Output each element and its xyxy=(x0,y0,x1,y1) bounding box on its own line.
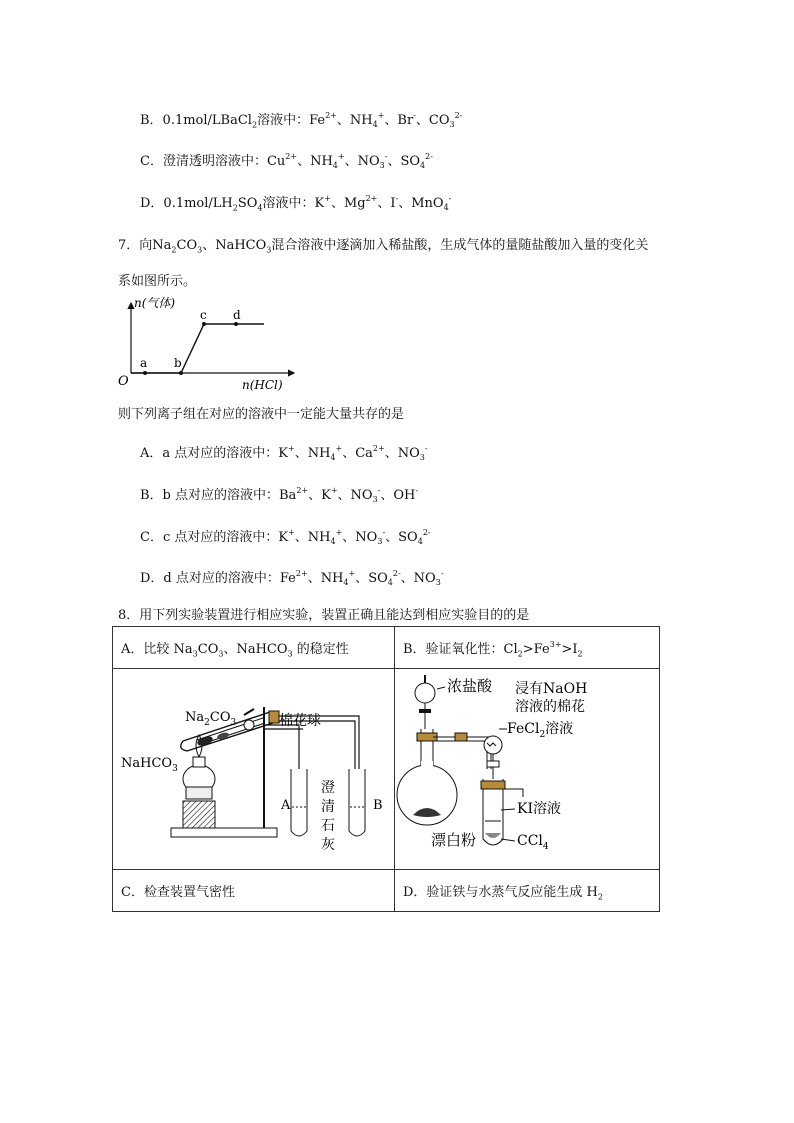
q7-stem: 7．向$Na_2CO_3$、NaHCO$_3$混合溶液中逐滴加入稀盐酸，生成气体的量随盐酸加入量的变化关 xyxy=(118,238,649,255)
point-d xyxy=(234,322,238,326)
q6-option-b: B．0.1mol/LBaCl$_2$溶液中：$Fe^{2+}$、$NH_4^+$、Br-、$CO_3^{2-}$ xyxy=(140,111,463,130)
q7-option-c: C．c 点对应的溶液中：K+、$NH_4^+$、$NO_3^-$、$SO_4^{2-}$ xyxy=(140,528,431,546)
graph-xlabel: n(HCl) xyxy=(242,378,283,392)
label-a: a xyxy=(140,356,148,370)
label-ccl4: CCl$_4$ xyxy=(517,833,549,852)
label-tube-b: B xyxy=(373,798,383,813)
label-c: c xyxy=(200,308,207,322)
cell-c-title: C．检查装置气密性 xyxy=(113,870,395,912)
label-lime-2: 清 xyxy=(321,799,335,815)
q8-table xyxy=(112,626,660,912)
cell-d-title: D．验证铁与水蒸气反应能生成 $H_2$ xyxy=(395,870,660,912)
graph-origin: O xyxy=(118,374,129,389)
label-lime-3: 石 xyxy=(321,818,335,834)
q7-gas-graph xyxy=(112,293,302,393)
label-naoh-2: 溶液的棉花 xyxy=(515,699,585,715)
q7-option-d: D．d 点对应的溶液中：$Fe^{2+}$、$NH_4^+$、$SO_4^{2-}$、$NO_3^-$ xyxy=(140,569,444,587)
apparatus-b xyxy=(395,669,659,865)
apparatus-a xyxy=(113,669,394,865)
label-bleach: 漂白粉 xyxy=(431,831,477,849)
q7-prompt: 则下列离子组在对应的溶液中一定能大量共存的是 xyxy=(118,407,405,422)
label-lime-4: 灰 xyxy=(321,837,335,853)
label-d: d xyxy=(233,308,241,322)
cell-a-title: A．比较 $Na_3CO_3$、NaHCO$_3$ 的稳定性 xyxy=(113,627,395,669)
q6-option-d: D．$0.1mol/LH_2SO_4$溶液中：K+、$Mg^{2+}$、I-、MnO$_4$- xyxy=(140,194,452,213)
point-c xyxy=(202,322,206,326)
label-cotton: 棉花球 xyxy=(279,713,321,729)
q8-stem: 8．用下列实验装置进行相应实验，装置正确且能达到相应实验目的的是 xyxy=(118,608,530,623)
graph-ylabel: n(气体) xyxy=(134,296,176,310)
label-na2co3: $Na_2CO_3$ xyxy=(185,710,237,728)
label-fecl2: FeCl$_2$溶液 xyxy=(507,721,574,740)
label-tube-a: A xyxy=(281,798,291,813)
q7-stem-2: 系如图所示。 xyxy=(118,274,197,289)
q6-option-c: C．澄清透明溶液中：$Cu^{2+}$、$NH_4^+$、$NO_3^-$、$SO_4^{2-}$ xyxy=(140,152,433,170)
q7-option-b: B．b 点对应的溶液中：$Ba^{2+}$、K+、$NO_3^-$、OH- xyxy=(140,486,419,504)
label-ki: KI溶液 xyxy=(517,801,561,817)
label-b: b xyxy=(174,356,182,370)
label-nahco3: NaHCO$_3$ xyxy=(121,756,178,774)
cell-b-title: B．验证氧化性：$Cl_2>Fe^{3+}>I_2$ xyxy=(395,627,660,669)
label-lime-1: 澄 xyxy=(321,780,335,796)
label-hcl: 浓盐酸 xyxy=(447,677,493,695)
cell-a-figure xyxy=(113,669,395,870)
point-a xyxy=(143,371,147,375)
point-b xyxy=(179,371,183,375)
q7-option-a: A．a 点对应的溶液中：K+、$NH_4^+$、$Ca^{2+}$、$NO_3^-$ xyxy=(140,444,428,462)
label-naoh-1: 浸有NaOH xyxy=(515,681,588,697)
cell-b-figure xyxy=(395,669,660,870)
